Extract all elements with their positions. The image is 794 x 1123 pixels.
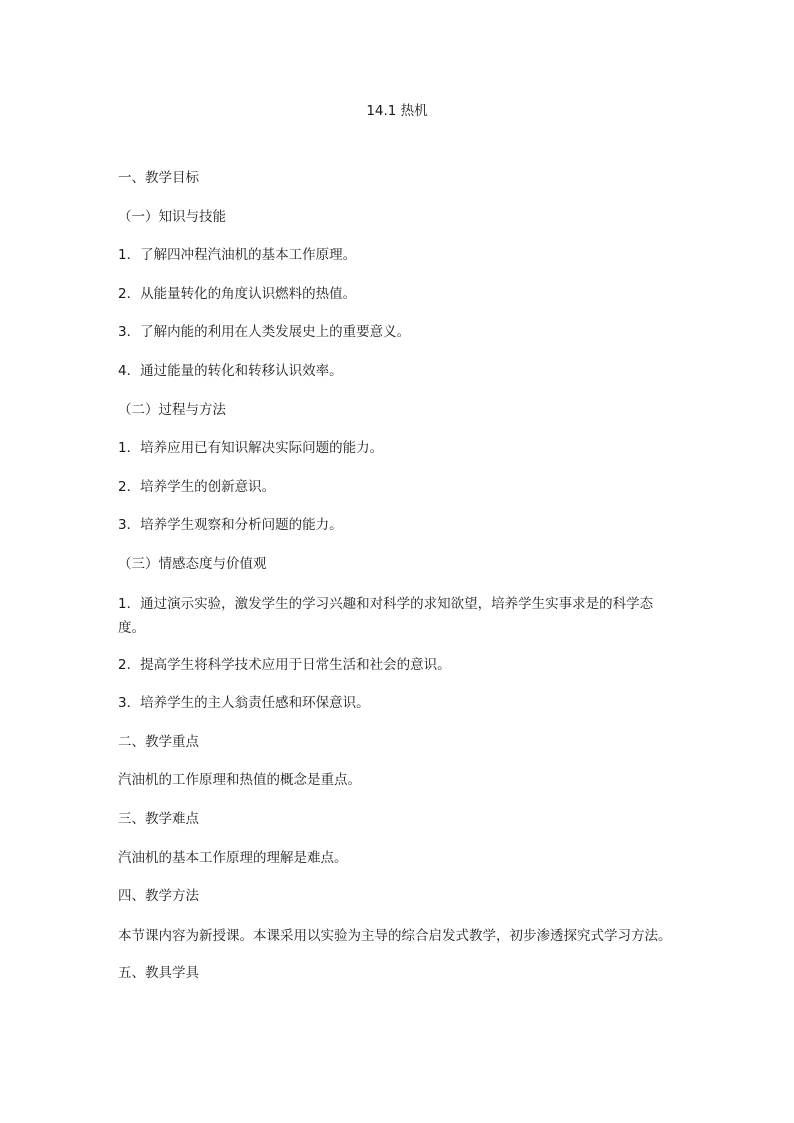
list-item: 1．通过演示实验，激发学生的学习兴趣和对科学的求知欲望，培养学生实事求是的科学态度。: [118, 595, 654, 636]
list-item: 1．培养应用已有知识解决实际问题的能力。: [118, 440, 384, 457]
section-heading-methods: 四、教学方法: [118, 888, 199, 905]
list-item: 4．通过能量的转化和转移认识效率。: [118, 362, 343, 379]
list-item: 2．从能量转化的角度认识燃料的热值。: [118, 285, 357, 302]
paragraph: 汽油机的工作原理和热值的概念是重点。: [118, 772, 361, 789]
list-item: 2．提高学生将科学技术应用于日常生活和社会的意识。: [118, 656, 451, 673]
section-heading-teaching-aids: 五、教具学具: [118, 964, 199, 981]
document-body: [118, 167, 678, 1000]
subsection-knowledge-skills: （一）知识与技能: [118, 208, 226, 225]
document-title: 14.1 热机: [366, 103, 428, 119]
paragraph: 本节课内容为新授课。本课采用以实验为主导的综合启发式教学，初步渗透探究式学习方法。: [118, 927, 672, 944]
section-heading-key-points: 二、教学重点: [118, 733, 199, 750]
paragraph: 汽油机的基本工作原理的理解是难点。: [118, 849, 348, 866]
section-heading-difficulties: 三、教学难点: [118, 810, 199, 827]
list-item: 3．培养学生的主人翁责任感和环保意识。: [118, 695, 370, 712]
list-item: 3．培养学生观察和分析问题的能力。: [118, 517, 343, 534]
subsection-attitude-values: （三）情感态度与价值观: [118, 555, 267, 572]
list-item: 1．了解四冲程汽油机的基本工作原理。: [118, 247, 357, 264]
subsection-process-method: （二）过程与方法: [118, 401, 226, 418]
section-heading-objectives: 一、教学目标: [118, 170, 199, 186]
list-item: 3．了解内能的利用在人类发展史上的重要意义。: [118, 324, 411, 341]
list-item: 2．培养学生的创新意识。: [118, 478, 276, 495]
